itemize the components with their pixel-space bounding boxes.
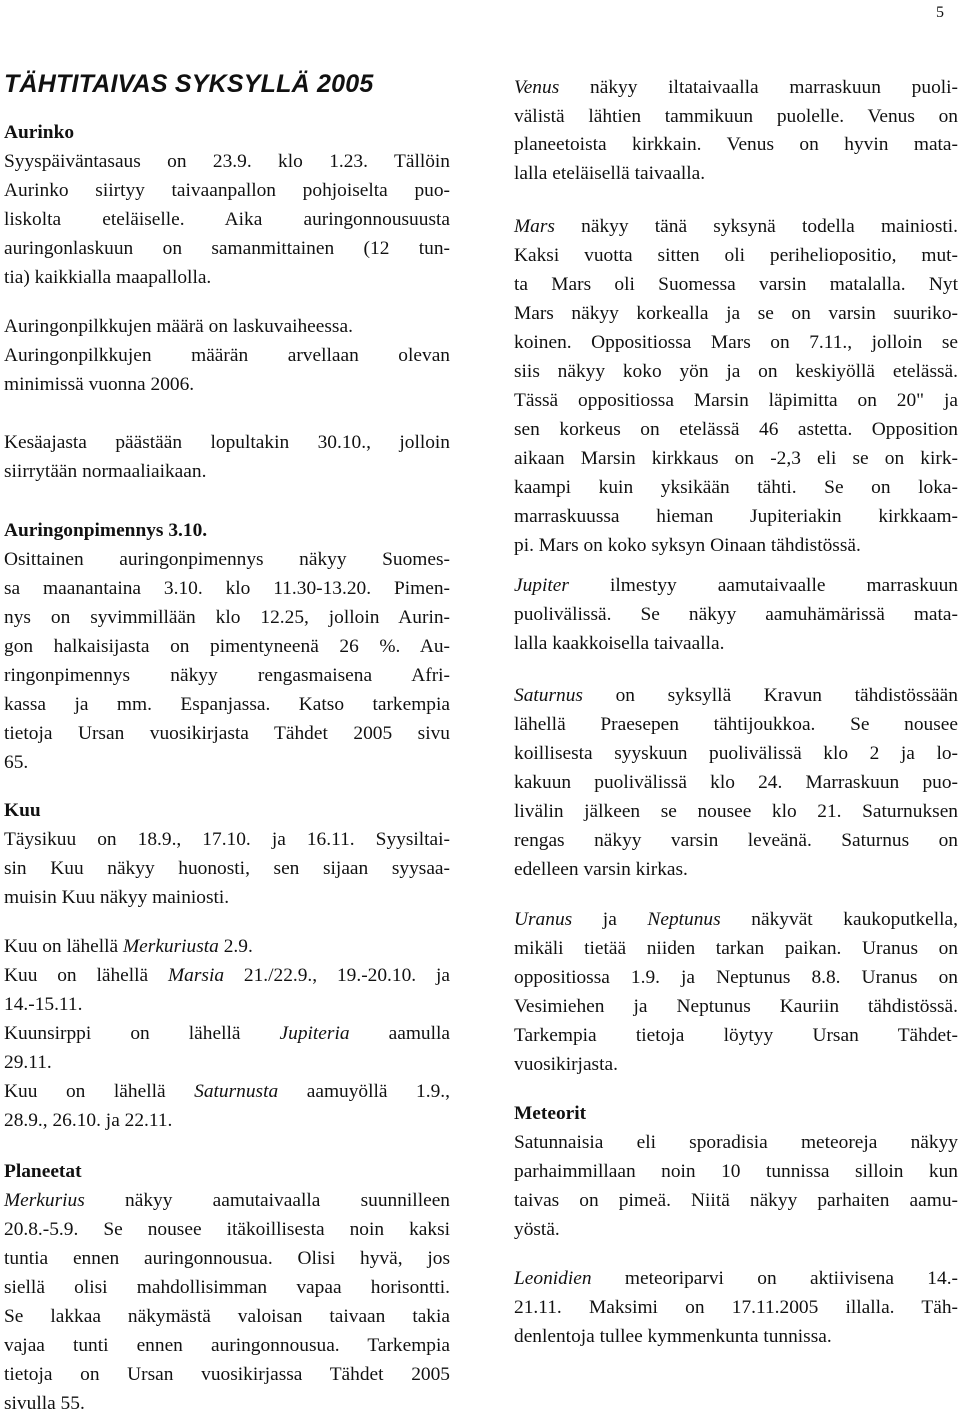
line-text: tietoja Ursan vuosikirjasta Tähdet 2005 sivu [4,723,450,744]
text-line [514,357,958,386]
text-line [4,661,450,690]
text-line [514,130,958,159]
text-line [514,855,688,884]
text-line [514,571,958,600]
italic-term: Venus [514,77,560,98]
text-line [514,934,958,963]
line-text: oppositiossa 1.9. ja Neptunus 8.8. Uranus on [514,967,958,988]
text-line [4,370,194,399]
line-text: Se lakkaa näkymästä valoisan taivaan takia [4,1306,450,1327]
text-line [514,768,958,797]
line-text: muisin Kuu näkyy mainiosti. [4,887,230,908]
text-line [514,1157,958,1186]
text-line [514,328,958,357]
line-text: Kuunsirppi on lähellä [4,1023,280,1044]
italic-term: Merkurius [4,1190,85,1211]
text-line [514,905,958,934]
line-text: lalla kaakkoisella taivaalla. [514,633,725,654]
text-line [514,1050,618,1079]
text-line [514,1021,958,1050]
italic-term: Jupiter [514,575,569,596]
text-line [514,797,958,826]
line-text: Täysikuu on 18.9., 17.10. ja 16.11. Syysiltai- [4,829,450,850]
line-text: kakuun puolivälissä klo 24. Marraskuun puo- [514,772,958,793]
text-line [4,719,450,748]
line-text: sa maanantaina 3.10. klo 11.30-13.20. Pimen- [4,578,450,599]
text-line [4,1360,450,1389]
line-text: parhaimmillaan noin 10 tunnissa silloin kun [514,1161,958,1182]
line-text: lalla eteläisellä taivaalla. [514,163,706,184]
line-text: liskolta eteläiselle. Aika auringonnousuusta [4,209,450,230]
line-text: Kuu on lähellä [4,1081,195,1102]
text-line [514,270,958,299]
italic-term: Mars [514,216,555,237]
line-text: Mars näkyy korkealla ja se on varsin suuriko- [514,303,958,324]
line-text: pi. Mars on koko syksyn Oinaan tähdistössä. [514,535,861,556]
line-text: denlentoja tullee kymmenkunta tunnissa. [514,1326,832,1347]
text-line [514,739,958,768]
line-text: siirrytään normaaliaikaan. [4,461,207,482]
line-text: näkyy tänä syksynä todella mainiosti. [554,216,958,237]
text-line [4,1106,172,1135]
text-line [4,1331,450,1360]
line-text: Kuu on lähellä [4,965,168,986]
text-line [514,386,958,415]
line-text: Kesäajasta päästään lopultakin 30.10., jolloin [4,432,450,453]
line-text: gon halkaisijasta on pimentyneenä 26 %. Au- [4,636,450,657]
text-line [514,159,705,188]
heading-text: Auringonpimennys 3.10. [4,520,208,541]
text-line [514,212,958,241]
text-line [514,1322,832,1351]
text-line [514,299,958,328]
section-heading [4,118,74,147]
text-line [514,415,958,444]
line-text: aikaan Marsin kirkkaus on -2,3 eli se on kirk- [514,448,958,469]
text-line [4,1215,450,1244]
line-text: koinen. Oppositiossa Mars on 7.11., jolloin se [514,332,958,353]
line-text: Tarkempia tietoja löytyy Ursan Tähdet- [514,1025,958,1046]
line-text: siellä olisi mahdollisimman vapaa horisontti. [4,1277,450,1298]
line-text: meteoriparvi on aktiivisena 14.- [591,1268,958,1289]
line-text: ja [572,909,648,930]
line-text: tuntia ennen auringonnousua. Olisi hyvä, jos [4,1248,450,1269]
text-line [4,176,450,205]
text-line [514,710,958,739]
text-line [514,1215,560,1244]
text-line [4,825,450,854]
line-text: kassa ja mm. Espanjassa. Katso tarkempia [4,694,450,715]
text-line [514,444,958,473]
text-line [514,531,861,560]
line-text: Aurinko siirtyy taivaanpallon pohjoiselta puo- [4,180,450,201]
line-text: 29.11. [4,1052,52,1073]
line-text: sen korkeus on etelässä 46 astetta. Opposition [514,419,958,440]
line-text: aamuyöllä 1.9., [278,1081,450,1102]
line-text: tietoja on Ursan vuosikirjassa Tähdet 2005 [4,1364,450,1385]
text-line [4,1273,450,1302]
line-text: rengas näkyy varsin leveänä. Saturnus on [514,830,958,851]
text-line [4,545,450,574]
line-text: 2.9. [218,936,253,957]
line-text: koillisesta syyskuun puolivälissä klo 2 ja lo- [514,743,958,764]
line-text: taivas on pimeä. Niitä näkyy parhaiten aamu- [514,1190,958,1211]
text-line [514,826,958,855]
text-line [4,603,450,632]
line-text: aamulla [349,1023,450,1044]
italic-term: Leonidien [514,1268,592,1289]
text-line [514,1293,958,1322]
italic-term: Merkuriusta [123,936,219,957]
line-text: marraskuussa hieman Jupiteriakin kirkkaam- [514,506,958,527]
text-line [514,600,958,629]
text-line [514,73,958,102]
line-text: vajaa tunti ennen auringonnousua. Tarkempia [4,1335,450,1356]
text-line [4,1244,450,1273]
text-line [4,1019,450,1048]
line-text: sivulla 55. [4,1393,85,1414]
text-line [4,990,82,1019]
line-text: auringonlaskuun on samanmittainen (12 tun- [4,238,450,259]
heading-text: Kuu [4,800,41,821]
text-line [4,234,450,263]
italic-term: Neptunus [647,909,721,930]
text-line [4,205,450,234]
line-text: nys on syvimmillään klo 12.25, jolloin Aurin- [4,607,450,628]
text-line [514,681,958,710]
text-line [4,457,206,486]
line-text: on syksyllä Kravun tähdistössään [582,685,958,706]
text-line [4,1302,450,1331]
text-line [4,961,450,990]
text-line [514,992,958,1021]
line-text: Satunnaisia eli sporadisia meteoreja näkyy [514,1132,958,1153]
italic-term: Uranus [514,909,573,930]
line-text: välistä lähtien tammikuun puolelle. Venus on [514,106,958,127]
line-text: Kuu on lähellä [4,936,124,957]
text-line [514,102,958,131]
text-line [514,473,958,502]
line-text: Auringonpilkkujen määrä on laskuvaiheessa. [4,316,353,337]
line-text: 20.8.-5.9. Se nousee itäkoillisesta noin kaksi [4,1219,450,1240]
line-text: sin Kuu näkyy huonosti, sen sijaan syysaa- [4,858,450,879]
heading-text: Planeetat [4,1161,82,1182]
line-text: minimissä vuonna 2006. [4,374,195,395]
line-text: tia) kaikkialla maapallolla. [4,267,212,288]
text-line [514,1186,958,1215]
line-text: 28.9., 26.10. ja 22.11. [4,1110,173,1131]
section-heading [514,1099,586,1128]
line-text: 65. [4,752,29,773]
line-text: näkyy iltataivaalla marraskuun puoli- [559,77,958,98]
line-text: Auringonpilkkujen määrän arvellaan olevan [4,345,450,366]
text-line [514,1264,958,1293]
text-line [4,1077,450,1106]
heading-text: Aurinko [4,122,75,143]
line-text: puolivälissä. Se näkyy aamuhämärissä mata- [514,604,958,625]
text-line [4,312,353,341]
line-text: ilmestyy aamutaivaalle marraskuun [568,575,958,596]
line-text: 21./22.9., 19.-20.10. ja [224,965,450,986]
italic-term: Saturnusta [194,1081,279,1102]
line-text: planeetoista kirkkain. Venus on hyvin mata- [514,134,958,155]
line-text: livälin jälkeen se nousee klo 21. Saturnuksen [514,801,958,822]
line-text: ta Mars oli Suomessa varsin matalalla. Nyt [514,274,958,295]
text-line [514,502,958,531]
text-line [4,632,450,661]
italic-term: Marsia [168,965,225,986]
line-text: lähellä Praesepen tähtijoukkoa. Se nousee [514,714,958,735]
text-line [4,932,253,961]
heading-text: Meteorit [514,1103,587,1124]
text-line [4,690,450,719]
text-line [4,341,450,370]
section-heading [4,516,207,545]
line-text: ringonpimennys näkyy rengasmaisena Afri- [4,665,450,686]
text-line [4,1048,52,1077]
text-line [514,629,725,658]
section-heading [4,796,41,825]
text-line [514,1128,958,1157]
text-line [514,963,958,992]
text-line [4,574,450,603]
line-text: edelleen varsin kirkas. [514,859,688,880]
text-line [4,1389,85,1418]
line-text: kaampi kuin yksikään tähti. Se on loka- [514,477,958,498]
line-text: 14.-15.11. [4,994,83,1015]
text-line [4,428,450,457]
text-line [4,883,229,912]
section-heading [4,1157,82,1186]
text-line [4,1186,450,1215]
italic-term: Jupiteria [279,1023,350,1044]
text-line [4,263,211,292]
line-text: yöstä. [514,1219,560,1240]
line-text: Kaksi vuotta sitten oli periheliopositio, mut- [514,245,958,266]
line-text: siis näkyy koko yön ja on keskiyöllä etelässä. [514,361,958,382]
line-text: näkyy aamutaivaalla suunnilleen [84,1190,450,1211]
line-text: näkyvät kaukoputkella, [720,909,958,930]
line-text: Osittainen auringonpimennys näkyy Suomes- [4,549,450,570]
line-text: Tässä oppositiossa Marsin läpimitta on 20" ja [514,390,958,411]
line-text: mikäli tietää niiden tarkan paikan. Uranus on [514,938,958,959]
page-title: TÄHTITAIVAS SYKSYLLÄ 2005 [4,70,374,98]
page-number: 5 [936,4,944,21]
line-text: 21.11. Maksimi on 17.11.2005 illalla. Täh- [514,1297,958,1318]
line-text: Syyspäiväntasaus on 23.9. klo 1.23. Tällöin [4,151,450,172]
text-line [4,748,28,777]
text-line [514,241,958,270]
line-text: vuosikirjasta. [514,1054,618,1075]
line-text: Vesimiehen ja Neptunus Kauriin tähdistössä. [514,996,958,1017]
text-line [4,147,450,176]
text-line [4,854,450,883]
italic-term: Saturnus [514,685,583,706]
